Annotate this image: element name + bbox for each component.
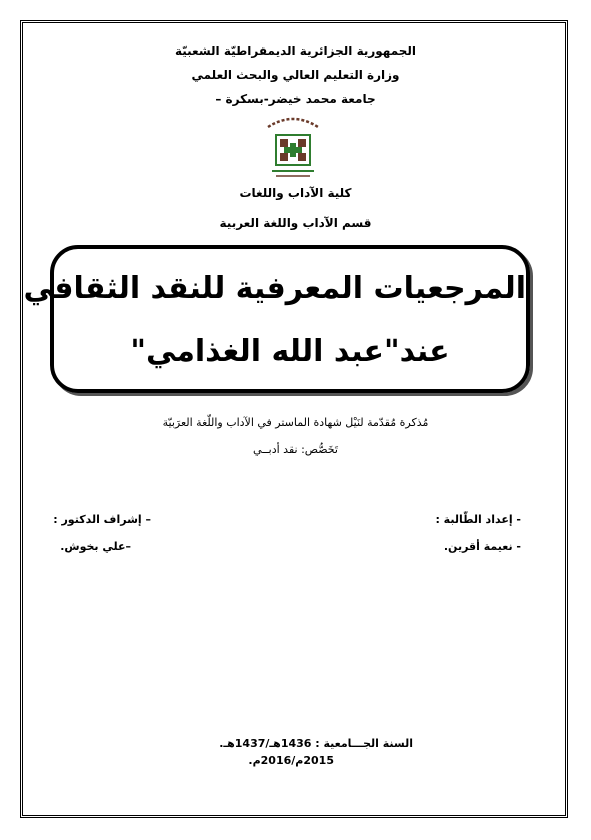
thesis-title-line1: المرجعيات المعرفية للنقد الثقافي <box>23 271 526 306</box>
university-heading: جامعة محمد خيضر-بسكرة – <box>215 92 376 106</box>
thesis-subtitle: مُذكرة مُقدّمة لنَيْل شهادة الماستر في الآداب واللّغة العرَبيّة <box>162 416 429 429</box>
academic-year-line2: 2015م/2016م. <box>248 754 334 767</box>
specialization: تَخَصُّص: نقد أدبــي <box>253 443 338 456</box>
ministry-heading: وزارة التعليم العالي والبحث العلمي <box>191 68 400 82</box>
academic-year-line1: السنة الجـــامعية : 1436هـ/1437هـ. <box>219 737 413 750</box>
department-label: قسم الآداب واللغة العربية <box>219 216 372 230</box>
supervisor-name: –علي بخوش. <box>60 540 131 553</box>
title-box <box>23 245 530 393</box>
prepared-by-label: - إعداد الطّالبة : <box>435 513 521 526</box>
thesis-title-line2: عند"عبد الله الغذامي" <box>130 334 450 369</box>
republic-heading: الجمهورية الجزائرية الديمقراطيّة الشعبيّة <box>174 44 417 58</box>
supervisor-label: – إشراف الدكتور : <box>53 513 151 526</box>
university-logo-icon <box>262 113 324 181</box>
faculty-label: كلية الآداب واللغات <box>239 186 352 200</box>
student-name: - نعيمة أقرين. <box>443 540 521 553</box>
